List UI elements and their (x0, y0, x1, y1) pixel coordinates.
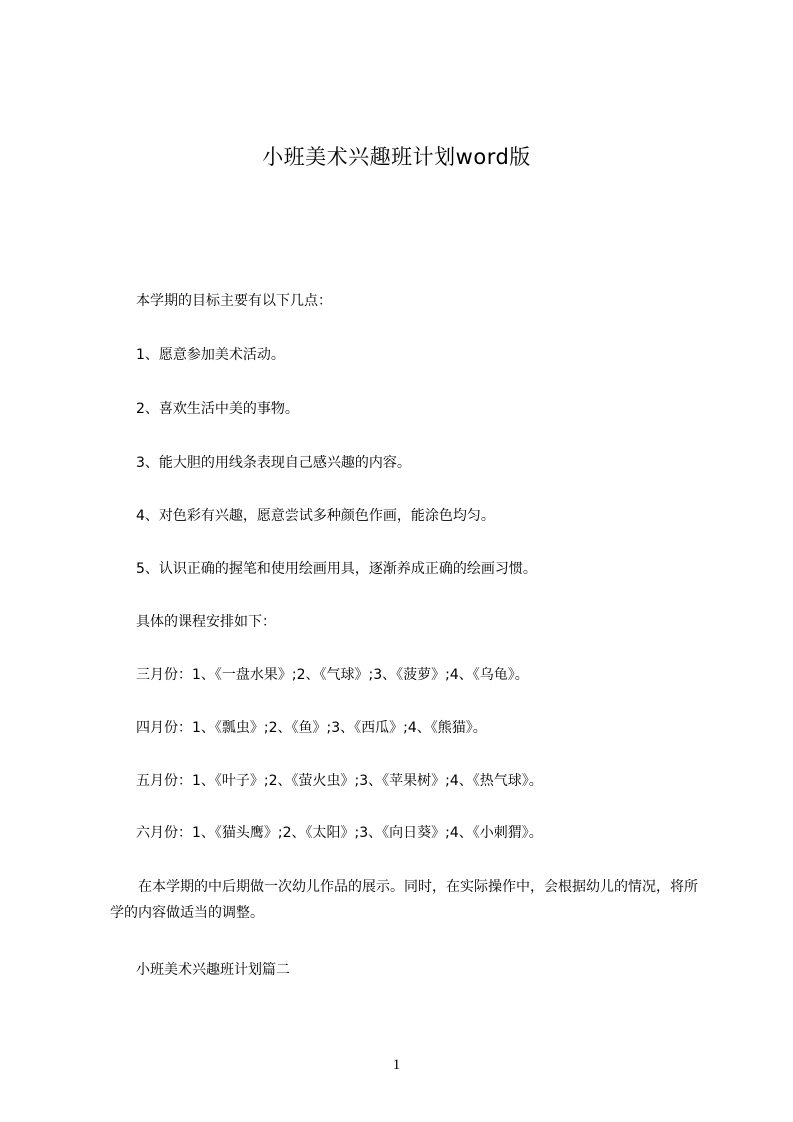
paragraph-goal-3: 3、能大胆的用线条表现自己感兴趣的内容。 (136, 455, 411, 471)
paragraph-goal-2: 2、喜欢生活中美的事物。 (136, 401, 299, 417)
document-title: 小班美术兴趣班计划word版 (262, 145, 531, 169)
page-number: 1 (392, 1057, 401, 1073)
paragraph-exhibition: 在本学期的中后期做一次幼儿作品的展示。同时，在实际操作中，会根据幼儿的情况，将所学的内容做适当的调整。 (110, 879, 698, 921)
paragraph-goals-intro: 本学期的目标主要有以下几点： (136, 293, 332, 309)
paragraph-march: 三月份：1、《一盘水果》;2、《气球》;3、《菠萝》;4、《乌龟》。 (136, 667, 529, 683)
paragraph-may: 五月份：1、《叶子》;2、《萤火虫》;3、《苹果树》;4、《热气球》。 (136, 773, 543, 789)
paragraph-june: 六月份：1、《猫头鹰》;2、《太阳》;3、《向日葵》;4、《小刺猬》。 (136, 825, 543, 841)
paragraph-goal-5: 5、认识正确的握笔和使用绘画用具，逐渐养成正确的绘画习惯。 (136, 561, 537, 577)
paragraph-goal-1: 1、愿意参加美术活动。 (136, 347, 285, 363)
paragraph-schedule-intro: 具体的课程安排如下： (136, 614, 276, 630)
paragraph-april: 四月份：1、《瓢虫》;2、《鱼》;3、《西瓜》;4、《熊猫》。 (136, 720, 487, 736)
paragraph-goal-4: 4、对色彩有兴趣，愿意尝试多种颜色作画，能涂色均匀。 (136, 508, 495, 524)
paragraph-section-two-heading: 小班美术兴趣班计划篇二 (136, 962, 290, 978)
